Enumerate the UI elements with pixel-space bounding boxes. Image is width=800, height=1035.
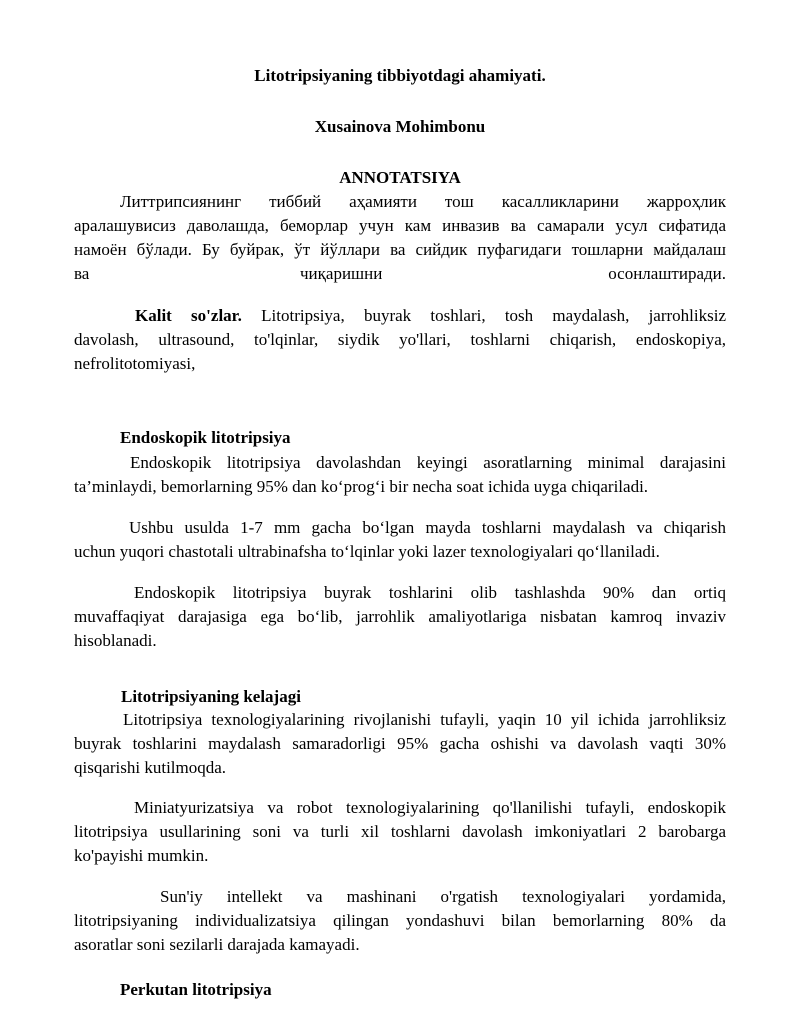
section-heading: Litotripsiyaning kelajagi <box>121 687 301 706</box>
paragraph-line: Miniatyurizatsiya va robot texnologiyalarining qo'llanilishi tufayli, endoskopik <box>134 798 726 817</box>
keywords-label: Kalit so'zlar. <box>135 306 242 325</box>
paragraph-line: Endoskopik litotripsiya buyrak toshlarini olib tashlashda 90% dan ortiq <box>134 583 726 602</box>
paragraph-line: Sun'iy intellekt va mashinani o'rgatish texnologiyalari yordamida, <box>160 887 726 906</box>
paragraph-line: Endoskopik litotripsiya davolashdan keyingi asoratlarning minimal darajasini <box>130 453 726 472</box>
paragraph-line: asoratlar soni sezilarli darajada kamayadi. <box>74 935 360 954</box>
paragraph-line: hisoblanadi. <box>74 631 157 650</box>
annotation-line: Литтрипсиянинг тиббий аҳамияти тош касалликларини жарроҳлик <box>120 192 726 211</box>
annotation-line: намоён бўлади. Бу буйрак, ўт йўллари ва сийдик пуфагидаги тошларни майдалаш <box>74 240 726 259</box>
paragraph-line: ta’minlaydi, bemorlarning 95% dan koʻprogʻi bir necha soat ichida uyga chiqariladi. <box>74 477 649 496</box>
section-heading: Perkutan litotripsiya <box>120 980 272 999</box>
paragraph-line: Litotripsiya texnologiyalarining rivojlanishi tufayli, yaqin 10 yil ichida jarrohliksiz <box>123 710 726 729</box>
paragraph-line: uchun yuqori chastotali ultrabinafsha toʻlqinlar yoki lazer texnologiyalari qoʻllaniladi. <box>74 542 660 561</box>
document-title: Litotripsiyaning tibbiyotdagi ahamiyati. <box>254 66 546 85</box>
keywords-line: nefrolitotomiyasi, <box>74 354 196 373</box>
paragraph-line: litotripsiya usullarining soni va turli xil toshlarni davolash imkoniyatlari 2 barobarga <box>74 822 726 841</box>
paragraph-line: Ushbu usulda 1-7 mm gacha boʻlgan mayda toshlarni maydalash va chiqarish <box>129 518 726 537</box>
paragraph-line: muvaffaqiyat darajasiga ega boʻlib, jarrohlik amaliyotlariga nisbatan kamroq invaziv <box>74 607 726 626</box>
annotation-heading: ANNOTATSIYA <box>339 168 461 187</box>
paragraph-line: buyrak toshlarini maydalash samaradorligi 95% gacha oshishi va davolash vaqti 30% <box>74 734 726 753</box>
paragraph-line: litotripsiyaning individualizatsiya qilingan yondashuvi bilan bemorlarning 80% da <box>74 911 726 930</box>
author-name: Xusainova Mohimbonu <box>314 117 486 136</box>
annotation-line: аралашувисиз даволашда, беморлар учун кам инвазив ва самарали усул сифатида <box>74 216 726 235</box>
paragraph-line: qisqarishi kutilmoqda. <box>74 758 227 777</box>
keywords-line <box>135 306 726 326</box>
section-heading: Endoskopik litotripsiya <box>120 428 291 447</box>
keywords-line: davolash, ultrasound, to'lqinlar, siydik yo'llari, toshlarni chiqarish, endoskopiya, <box>74 330 726 349</box>
keywords-text: Litotripsiya, buyrak toshlari, tosh maydalash, jarrohliksiz <box>261 306 726 325</box>
document-page: Litotripsiyaning tibbiyotdagi ahamiyati. Xusainova Mohimbonu ANNOTATSIYA Литтрипсиянинг тиббий аҳамияти тош касалликларини жарроҳлик аралашувисиз даволашда, беморлар учун кам инвазив ва самарали усул сифатида намоён бўлади. Бу буйрак, ўт йўллари ва сийдик пуфагидаги тошларни майдалаш ва чиқаришни осонлаштиради. Kalit so'zlar. Litotripsiya, buyrak toshlari, tosh maydalash, jarrohliksiz davolash, ultrasound, to'lqinlar, siydik yo'llari, toshlarni chiqarish, endoskopiya, nefrolitotomiyasi, Endoskopik litotripsiya Endoskopik litotripsiya davolashdan keyingi asoratlarning minimal darajasini ta’minlaydi, bemorlarning 95% dan koʻprogʻi bir necha soat ichida uyga chiqariladi. Ushbu usulda 1-7 mm gacha boʻlgan mayda toshlarni maydalash va chiqarish uchun yuqori chastotali ultrabinafsha toʻlqinlar yoki lazer texnologiyalari qoʻllaniladi. Endoskopik litotripsiya buyrak toshlarini olib tashlashda 90% dan ortiq muvaffaqiyat darajasiga ega boʻlib, jarrohlik amaliyotlariga nisbatan kamroq invaziv hisoblanadi. Litotripsiyaning kelajagi Litotripsiya texnologiyalarining rivojlanishi tufayli, yaqin 10 yil ichida jarrohliksiz buyrak toshlarini maydalash samaradorligi 95% gacha oshishi va davolash vaqti 30% qisqarishi kutilmoqda. Miniatyurizatsiya va robot texnologiyalarining qo'llanilishi tufayli, endoskopik litotripsiya usullarining soni va turli xil toshlarni davolash imkoniyatlari 2 barobarga ko'payishi mumkin. Sun'iy intellekt va mashinani o'rgatish texnologiyalari yordamida, litotripsiyaning individualizatsiya qilingan yondashuvi bilan bemorlarning 80% da asoratlar soni sezilarli darajada kamayadi. Perkutan litotripsiya <box>0 0 800 1035</box>
paragraph-line: ko'payishi mumkin. <box>74 846 209 865</box>
